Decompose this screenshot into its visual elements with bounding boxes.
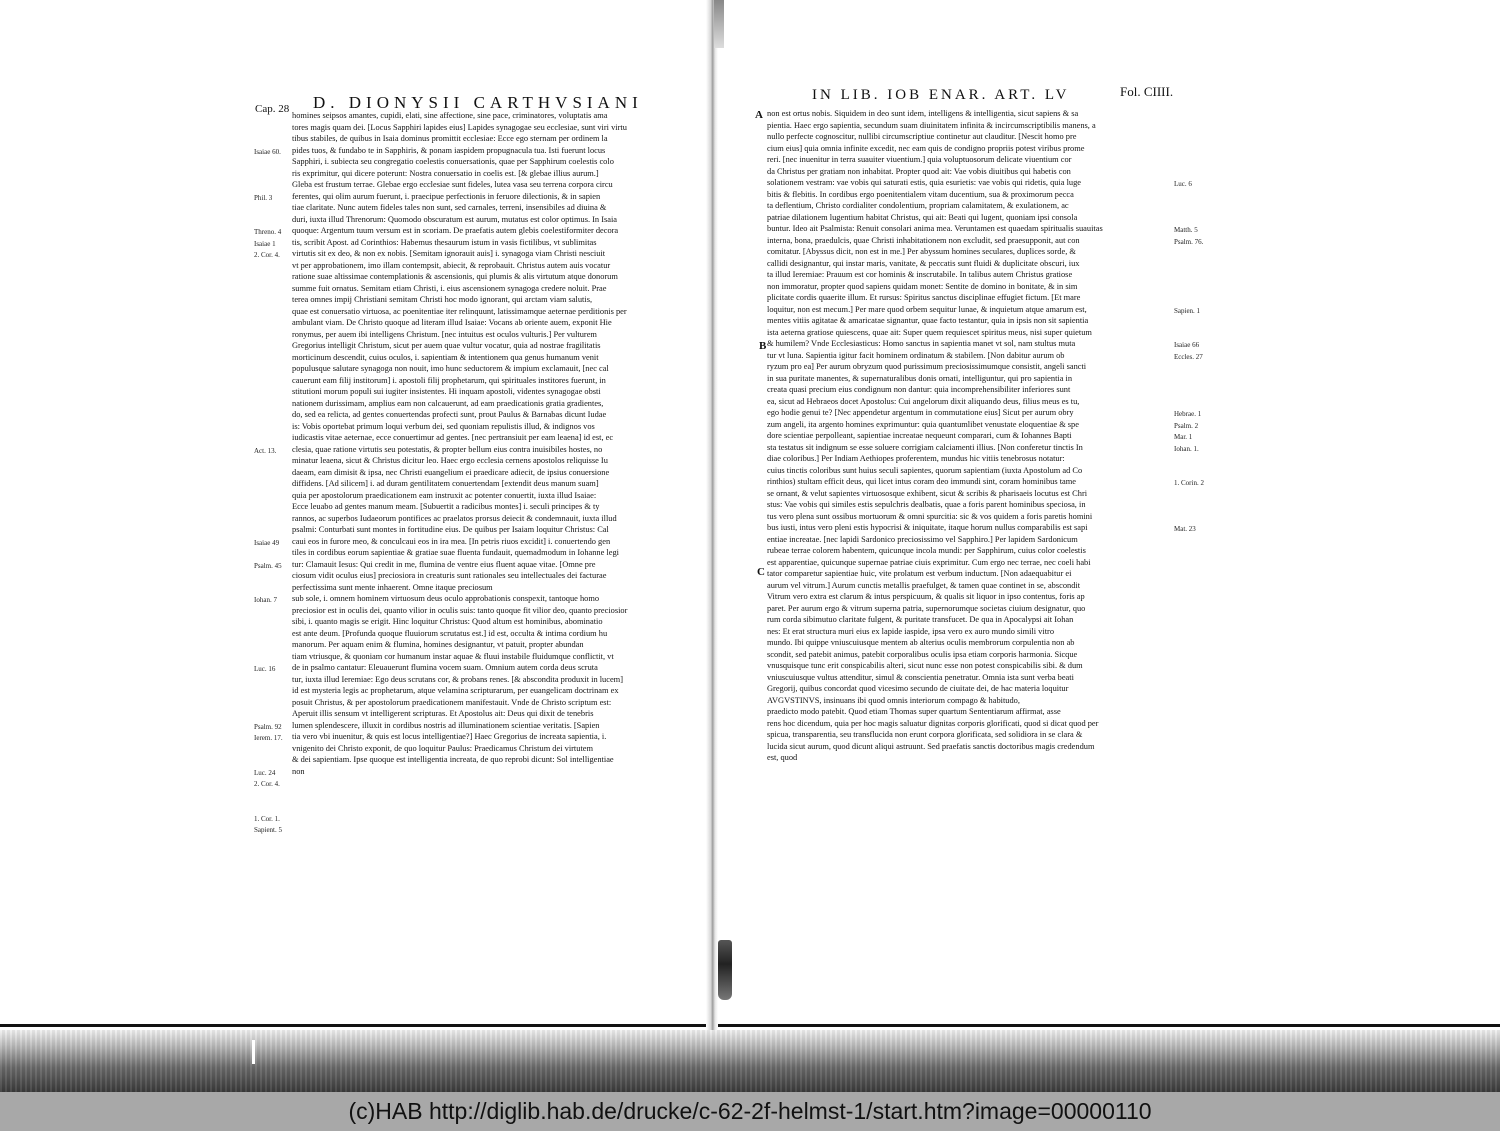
text-line: quoque: Argentum tuum versum est in scoriam. De praefatis autem glebis coelestiformiter decora: [292, 226, 619, 235]
text-line: manorum. Per aquam enim & flumina, homines designantur, vt patuit, propter abundan: [292, 640, 584, 649]
text-line: preciosior est in oculis dei, quanto vilior in oculis suis: tanto quoque fit vilior deo, quanto preciosior: [292, 605, 628, 615]
text-line: posuit Christus, & per apostolorum praedicationem manifestauit. Vnde de Christo scriptum est:: [292, 697, 612, 707]
text-line: minatur leaena, sicut & Christus dicitur leo. Haec ergo ecclesia cernens apostolos reliquisse Iu: [292, 456, 608, 465]
margin-reference: Luc. 24: [254, 768, 276, 777]
text-line: virtutis sit ex deo, & non ex nobis. [Semitam ignorauit auis] i. synagoga viam Christi nesciuit: [292, 249, 606, 258]
text-line: tis, scribit Apost. ad Corinthios: Habemus thesaurum istum in vasis fictilibus, vt sublimitas: [292, 237, 597, 247]
text-line: est apparentiae, quicunque supernae patriae ciuis exprimitur. Cum ergo nec terrae, nec coeli habi: [767, 557, 1091, 567]
margin-reference: Mar. 1: [1174, 433, 1193, 441]
text-line: da Christus per gratiam non inhabitat. Propter quod ait: Vae vobis diuitibus qui habetis con: [767, 166, 1071, 176]
text-line: entiae increatae. [nec lapidi Sardonico preciosissimo vel Sapphiro.] Per lapidem Sardonicum: [767, 534, 1078, 544]
text-line: quia per apostolorum praedicationem eam instruxit ac potenter conuertit, iuxta illud Isaiae:: [292, 490, 597, 500]
text-line: non est ortus nobis. Siquidem in deo sunt idem, intelligens & intelligentia, sicut sapiens & sa: [767, 109, 1079, 118]
text-line: Sapphiri, i. subiecta seu congregatio coelestis conuersationis, quae per Sapphirum coelestis colo: [292, 157, 614, 166]
margin-reference: Iohan. 7: [254, 596, 277, 604]
margin-reference: 1. Cor. 1.: [254, 814, 280, 823]
text-line: vnigenito dei Christo exponit, de quo loquitur Paulus: Praedicamus Christum dei virtutem: [292, 743, 594, 753]
right-text-column: [767, 108, 1172, 805]
folio-number: Fol. CIIII.: [1120, 84, 1174, 99]
margin-reference: 2. Cor. 4.: [254, 780, 280, 788]
text-line: ratione suae altissimae contemplationis & ascensionis, qui plumis & alis virtutum atque donorum: [292, 272, 618, 281]
page-bottom-edge: [0, 1030, 1500, 1092]
text-line: interna, bona, praedulcis, quae Christi inhabitationem non excludit, sed praesupponit, aut con: [767, 235, 1080, 245]
text-line: rum corda sibimutuo claritate fulgent, & puritate transfucet. De qua in Apocalypsi ait Iohan: [767, 615, 1074, 624]
text-line: vt per approbationem, imo illam contempsit, abiecit, & reprobauit. Christus autem auis vocatur: [292, 260, 611, 270]
text-line: ambulant viam. De Christo quoque ad literam illud Isaiae: Vocans ab oriente auem, exponit Hie: [292, 318, 612, 327]
text-line: non immoratur, propter quod sapiens quidam monet: Sentite de domino in bonitate, & in sim: [767, 281, 1078, 291]
text-line: ta illud Ieremiae: Prauum est cor hominis & inscrutabile. In talibus autem Christus gratiose: [767, 270, 1073, 279]
text-line: mundo. Ibi quippe vniuscuiusque mentem ab alterius oculis membrorum corpulentia non ab: [767, 638, 1075, 647]
text-line: loquitur, non est mecum.] Per mare quod orbem sequitur lunae, & inquietum atque amarum est,: [767, 304, 1087, 314]
text-line: est ante deum. [Profunda quoque fluuiorum scrutatus est.] id est, occulta & intima cordium hu: [292, 628, 608, 638]
margin-reference: Psalm. 76.: [1174, 237, 1204, 246]
text-line: perfectissima sunt mente inhaerent. Omne itaque preciosum: [292, 582, 493, 592]
right-running-head: IN LIB. IOB ENAR. ART. LV: [812, 87, 1070, 103]
text-line: zum angeli, ita argento homines exprimuntur: quia quantumlibet venustate eloquentiae & spe: [767, 419, 1079, 429]
margin-reference: Phil. 3: [254, 193, 273, 202]
gutter-binding-mark: [718, 940, 732, 1000]
text-line: tur, iuxta illud Ieremiae: Ego deus scrutans cor, & probans renes. [& abscondita produxit in lucem]: [292, 674, 623, 684]
chapter-marker: Cap. 28: [255, 103, 290, 115]
text-line: ronymus, per auem ibi intelligens Christum. [nec intuitus est oculos vulturis.] Per vulturem: [292, 329, 597, 339]
text-line: tator comparetur sapientiae huic, vite prolatum est verbum inductum. [Non adaequabitur ei: [767, 569, 1072, 578]
book-gutter: [706, 0, 718, 1080]
text-line: nes: Et erat structura muri eius ex lapide iaspide, ipsa vero ex auro mundo simili vitro: [767, 626, 1055, 636]
left-text-column: [292, 110, 706, 825]
text-line: clesia, quae ratione virtutis seu potestatis, & propter bellum eius contra inuisibiles hostes, no: [292, 444, 603, 454]
text-line: iudicastis vitae aeternae, ecce conuertimur ad gentes. [nec pertransiuit per eam leaena] id est, ec: [292, 433, 614, 442]
text-line: spicua, transparentia, seu transflucida non erunt corpora glorificata, sed solidiora in se clara &: [767, 730, 1083, 739]
text-line: de in psalmo cantatur: Eleuauerunt flumina vocem suam. Omnium autem corda deus scruta: [292, 663, 598, 672]
left-page-title: D. DIONYSII CARTHVSIANI: [313, 93, 643, 112]
text-line: callidi designantur, qui instar maris, vanitate, & peccatis sunt fluidi & duplicitate obscuri, iux: [767, 258, 1080, 268]
text-line: est, quod: [767, 753, 798, 762]
text-line: Gleba est frustum terrae. Glebae ergo ecclesiae sunt fideles, lutea vasa seu terrena corpora circu: [292, 180, 613, 189]
margin-reference: Ierem. 17.: [254, 734, 283, 742]
text-line: bitis & flebitis. In cordibus ergo poenitentialem vitam ducentium, sua & proximorum pecca: [767, 189, 1074, 199]
text-line: lumen splendescere, illuxit in cordibus nostris ad illuminationem scientiae veritatis. [Sapien: [292, 720, 600, 730]
text-line: tibus stabiles, de quibus in Isaia dominus promittit ecclesiae: Ecce ego sternam per ordinem la: [292, 134, 608, 143]
text-line: tores magis quam dei. [Locus Sapphiri lapides eius] Lapides synagogae seu ecclesiae, sunt viri virtu: [292, 122, 627, 132]
text-line: mentes vitiis agitatae & amaricatae signantur, quae facto testantur, quia in ipsis non sit sapientia: [767, 316, 1089, 325]
text-line: reri. [nec inuenitur in terra suauiter viuentium.] quia voluptuosorum delicate viuentium cor: [767, 155, 1072, 164]
text-line: comitatur. [Abyssus dicit, non est in me.] Per abyssum homines seculares, duplices sorde, &: [767, 247, 1076, 256]
text-line: se ornant, & velut sapientes virtuososque exhibent, sicut & scribis & pharisaeis locutus est Chri: [767, 488, 1088, 498]
text-line: is: Vobis oportebat primum loqui verbum dei, sed quoniam repulistis illud, & indignos vos: [292, 421, 595, 431]
text-line: ta deflentium, Christo cordialiter condolentium, propriam calamitatem, & exulationem, ac: [767, 201, 1069, 210]
margin-reference: Isaiae 60.: [254, 147, 281, 156]
text-line: patriae dilationem lugentium habitat Christus, qui ait: Beati qui lugent, quoniam ipsi consola: [767, 212, 1078, 222]
text-line: ea, sicut ad Hebraeos docet Apostolus: Cui angelorum dixit aliquando deus, filius meus es tu,: [767, 396, 1080, 406]
section-letter-c: C: [757, 566, 765, 578]
text-line: buntur. Ideo ait Psalmista: Renuit consolari anima mea. Veruntamen est quaedam spiritualis suauitas: [767, 224, 1103, 233]
text-line: cuius tinctis coloribus sunt huius seculi sapientes, quorum sapientiam (iuxta Apostolum ad Co: [767, 465, 1083, 475]
margin-reference: Psalm. 45: [254, 561, 282, 570]
margin-reference: Isaiae 66: [1174, 341, 1200, 349]
edge-mark: [252, 1040, 255, 1064]
text-line: pides tuos, & fundabo te in Sapphiris, & ponam iaspidem propugnacula tua. Isti fuerunt locus: [292, 145, 606, 155]
text-line: Ecce leuabo ad gentes manum meam. [Subuertit a radicibus montes] i. seculi principes & ty: [292, 502, 600, 511]
margin-reference: Threno. 4: [254, 228, 282, 236]
text-line: paret. Per aurum ergo & vitrum superna patria, supernorumque societas ciuium designatur, quo: [767, 603, 1086, 613]
text-line: sibi, i. quanto magis se erigit. Hinc loquitur Christus: Quod altum est hominibus, abominatio: [292, 617, 603, 626]
copyright-caption: (c)HAB http://diglib.hab.de/drucke/c-62-2f-helmst-1/start.htm?image=00000110: [0, 1092, 1500, 1131]
margin-reference: 2. Cor. 4.: [254, 251, 280, 259]
text-line: rannos, ac superbos Iudaeorum pontifices ac praelatos prorsus deiecit & condemnauit, iuxta illud: [292, 513, 617, 523]
text-line: rens hoc dicendum, quia per hoc magis saluatur dignitas corporis glorificati, quod si dicat quod per: [767, 718, 1099, 728]
right-page-edge: [718, 1024, 1500, 1027]
text-line: tur: Clamauit Iesus: Qui credit in me, flumina de ventre eius fluent aquae vitae. [Omne pre: [292, 559, 596, 569]
margin-reference: 1. Corin. 2: [1174, 479, 1204, 487]
margin-reference: Eccles. 27: [1174, 352, 1203, 361]
text-line: ris exprimitur, qui dicere poterunt: Nostra conuersatio in coelis est. [& glebae illius aurum.]: [292, 168, 599, 178]
text-line: ryzum pro ea] Per aurum obryzum quod purissimum preciosissimumque consistit, angeli sancti: [767, 362, 1087, 371]
gutter-shadow: [714, 0, 724, 48]
text-line: creata quasi precium eius condignum non dantur: quia incomprehensibiliter inferiores sunt: [767, 385, 1071, 394]
margin-reference: Psalm. 92: [254, 722, 282, 731]
text-line: diae coloribus.] Per Indiam Aethiopes proferentem, mundus hic vitiis tenebrosus notatur:: [767, 454, 1065, 463]
text-line: in sua puritate manentes, & supernaturalibus donis ornati, intelliguntur, qui pro sapientia in: [767, 373, 1073, 383]
text-line: & dei sapientiam. Ipse quoque est intelligentia increata, de quo reprobi dicunt: Sol intelligentiae: [292, 755, 614, 764]
text-line: cium eius] quia omnia infinite excedit, nec eam quis de condigno propriis potest viribus prome: [767, 143, 1085, 153]
text-line: sub sole, i. omnem hominem virtuosum deus oculo approbationis conspexit, tantoque homo: [292, 594, 600, 603]
text-line: diffidens. [Ad silicem] i. ad duram gentilitatem conuertendam [extendit deus manum suam]: [292, 479, 599, 488]
text-line: psalmi: Conturbati sunt montes in fortitudine eius. De quibus per Isaiam loquitur Christus: Cal: [292, 525, 609, 534]
text-line: nullo perfecte cognoscitur, nullibi circumscriptiue continetur aut clauditur. [Nescit homo pre: [767, 132, 1077, 141]
text-line: ciosum vidit oculus eius] preciosiora in creaturis sunt rationales seu intellectuales dei facturae: [292, 571, 607, 580]
text-line: vnusquisque tunc erit conspicabilis alteri, sicut nunc esse non potest conspicabilis sibi. & dum: [767, 661, 1083, 670]
text-line: tiam vtriusque, & quoniam cor humanum instar aquae & fluui instabile fluidumque conflictit, vt: [292, 651, 614, 661]
text-line: nationem durissimam, amplius eam non calcauerunt, ad eam praedicationis gratia gradientes,: [292, 398, 604, 408]
text-line: cauerunt eam filij institorum] i. apostoli filij prophetarum, qui spirituales institores fuerunt, in: [292, 375, 606, 385]
text-line: rinthios) stultam efficit deus, qui licet intus coram deo immundi sint, coram hominibus tame: [767, 477, 1076, 486]
section-letter-b: B: [759, 340, 767, 352]
margin-reference: Act. 13.: [254, 446, 277, 455]
text-line: Gregorij, quibus concordat quod vicesimo secundo de ciuitate dei, de hac materia loquitur: [767, 684, 1069, 693]
text-line: daeam, eam dimisit & ipsa, nec Christi euangelium ei praedicare adiecit, de ipsius conuersione: [292, 467, 610, 477]
margin-reference: Matth. 5: [1174, 226, 1198, 234]
section-letter-a: A: [755, 109, 763, 121]
text-line: lucida sicut aurum, quod dicunt aliqui astruunt. Sed praefatis sanctis doctoribus magis credendum: [767, 741, 1095, 751]
text-line: rubeae terrae colorem habentem, quicunque incola mundi: per Sapphirum, cuius color coelestis: [767, 546, 1086, 555]
text-line: duri, iuxta illud Threnorum: Quomodo obscuratum est aurum, mutatus est color optimus. In Isaia: [292, 214, 618, 224]
margin-reference: Isaiae 1: [254, 239, 276, 248]
text-line: pientia. Haec ergo sapientia, secundum suam diuinitatem infinita & incircumscriptibilis manens, a: [767, 120, 1096, 130]
text-line: ferentes, qui olim aurum fuerunt, i. praecipue perfectionis in feruore dilectionis, & in sapien: [292, 191, 601, 201]
margin-reference: Sapient. 5: [254, 826, 282, 834]
text-line: ego hodie genui te? [Nec appendetur argentum in commutatione eius] Sicut per aurum obry: [767, 408, 1074, 417]
text-line: dore scientiae perpolleant, sapientiae increatae nequeunt comparari, cum & Iohannes Bapti: [767, 431, 1072, 440]
text-line: terea omnes impij Christiani semitam Christi hoc modo ignorant, qui arctam viam salutis,: [292, 295, 593, 304]
text-line: AVGVSTINVS, insinuans ibi quod omnis interiorum compago & habitudo,: [767, 695, 1020, 705]
text-line: praedicto modo patebit. Quod etiam Thomas super quartum Sententiarum affirmat, asse: [767, 707, 1061, 716]
text-line: aurum vel vitrum.] Aurum cunctis metallis praefulget, & tamen quae continet in se, abscondit: [767, 580, 1081, 590]
text-line: non: [292, 766, 305, 776]
text-line: scondit, sed patebit animus, patebit corporalibus oculis ipsa etiam corporis harmonia. Sicque: [767, 649, 1078, 659]
margin-reference: Hebrae. 1: [1174, 410, 1202, 418]
margin-reference: Isaiae 49: [254, 538, 280, 547]
text-line: morticinum descendit, cuius oculos, i. sapientiam & intentionem qua genus humanum venit: [292, 352, 599, 362]
text-line: tur vt luna. Sapientia igitur facit hominem ordinatum & stabilem. [Non dabitur aurum ob: [767, 350, 1065, 360]
text-line: summe fuit ornatus. Semitam etiam Christi, i. eius ascensionem synagoga credere noluit. Prae: [292, 283, 607, 293]
text-line: tia vero vbi inuenitur, & quis est locus intelligentiae?] Haec Gregorius de increata sapientia, i.: [292, 732, 607, 741]
text-line: stitutioni morum populi sui iugiter insistentes. Hi inquam apostoli, videntes synagogae obsti: [292, 387, 601, 396]
left-page-edge: [0, 1024, 706, 1027]
text-line: Vitrum vero extra est clarum & intus perspicuum, & qualis sit liquor in ipso contentus, foris ap: [767, 592, 1085, 601]
text-line: do, sed ea relicta, ad gentes conuertendas profecti sunt, prout Paulus & Barnabas dicunt Iudae: [292, 410, 607, 419]
text-line: Gregorius intelligit Christum, sicut per auem quae vultur vocatur, quia ad nostrae fragilitatis: [292, 341, 601, 350]
margin-reference: Luc. 6: [1174, 180, 1192, 188]
text-line: Aperuit illis sensum vt intelligerent scripturas. Et Apostolus ait: Deus qui dixit de tenebris: [292, 709, 594, 718]
margin-reference: Luc. 16: [254, 665, 276, 673]
text-line: quae est conuersatio virtuosa, ac poenitentiae iter relinquunt, latissimamque aeternae perditionis per: [292, 306, 627, 316]
text-line: vniuscuiusque vultus attenditur, simul & conscientia penetratur. Omnia ista sunt verba beati: [767, 672, 1074, 682]
text-line: bus iusti, intus vero pleni estis hypocrisi & iniquitate, itaque horum nullus comparabilis est sapi: [767, 523, 1088, 532]
text-line: plicitate cordis quaerite illum. Et rursus: Spiritus sanctus disciplinae effugiet fictum. [Et mare: [767, 293, 1081, 302]
text-line: solationem vestram: vae vobis qui saturati estis, quia esurietis: vae vobis qui ridetis, quia luge: [767, 178, 1082, 187]
text-line: sta testatus sit indignum se esse soluere corrigiam calciamenti illius. [Non conferetur tinctis In: [767, 442, 1083, 452]
text-line: homines seipsos amantes, cupidi, elati, sine affectione, sine pace, criminatores, voluptatis ama: [292, 111, 608, 120]
margin-reference: Iohan. 1.: [1174, 444, 1199, 453]
text-line: stus: Vae vobis qui similes estis sepulchris dealbatis, quae a foris parent hominibus speciosa, in: [767, 500, 1086, 509]
text-line: populusque salutare synagoga non nouit, imo hunc seductorem & impium exclamauit, [nec cal: [292, 364, 609, 373]
text-line: ista aeterna gratiose quiescens, quae ait: Super quem requiescet spiritus meus, nisi super quietum: [767, 327, 1092, 337]
text-line: tiles in cordibus eorum sapientiae & gratiae suae fluenta fundauit, quemadmodum in Iohanne legi: [292, 548, 619, 557]
text-line: id est mysteria legis ac prophetarum, atque velamina scripturarum, per euangelicam doctrinam ex: [292, 686, 619, 695]
text-line: & humilem? Vnde Ecclesiasticus: Homo sanctus in sapientia manet vt sol, nam stultus muta: [767, 339, 1076, 348]
margin-reference: Sapien. 1: [1174, 306, 1201, 315]
margin-reference: Mat. 23: [1174, 525, 1196, 533]
text-line: caui eos in furore meo, & conculcaui eos in ira mea. [In petris riuos excidit] i. conuertendo gen: [292, 536, 611, 546]
text-line: tiae claritate. Nunc autem fideles tales non sunt, sed carnales, terreni, insensibiles ad diuina &: [292, 203, 607, 212]
margin-reference: Psalm. 2: [1174, 421, 1199, 430]
text-line: tus vero plena sunt ossibus mortuorum & omni spurcitia: sic & vos quidem a foris paretis homini: [767, 511, 1093, 521]
